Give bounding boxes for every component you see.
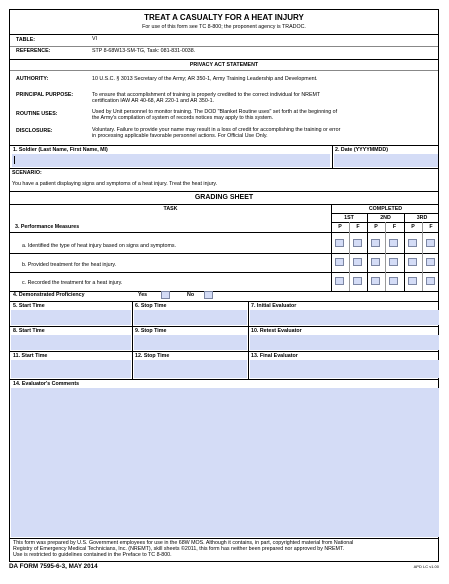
divider (10, 351, 438, 352)
start-time-2-input[interactable] (11, 335, 131, 350)
final-evaluator-input[interactable] (250, 360, 439, 378)
retest-evaluator-label: 10. Retest Evaluator (251, 328, 302, 334)
evaluator-comments-label: 14. Evaluator's Comments (13, 381, 80, 387)
divider (331, 204, 332, 291)
initial-evaluator-label: 7. Initial Evaluator (251, 303, 297, 309)
measure-a-2nd-fail-checkbox[interactable] (389, 239, 398, 247)
routine-uses-line-1: Used by Unit personnel to monitor training. The DOD "Blanket Routine uses" set forth at the beginning of (92, 109, 338, 115)
measure-b-2nd-fail-checkbox[interactable] (389, 258, 398, 266)
performance-measures-label: 3. Performance Measures (15, 224, 80, 230)
date-label: 2. Date (YYYYMMDD) (335, 147, 388, 153)
attempt-1-header: 1ST (344, 215, 354, 221)
divider (10, 301, 438, 302)
measure-a-1st-fail-checkbox[interactable] (353, 239, 362, 247)
disclosure-line-1: Voluntary. Failure to provide your name may result in a loss of credit for accomplishing the training or error (92, 127, 341, 133)
scenario-text: You have a patient displaying signs and symptoms of a heat injury. Treat the heat injury. (12, 181, 218, 187)
measure-c-2nd-pass-checkbox[interactable] (371, 277, 380, 285)
form-title: TREAT A CASUALTY FOR A HEAT INJURY (144, 13, 304, 22)
routine-uses-line-2: the Army's compilation of system of records notices may apply to this system. (92, 115, 274, 121)
form-version: APD LC v1.00 (413, 564, 439, 569)
reference-value: STP 8-68W13-SM-TG, Task: 081-831-0038. (92, 48, 196, 54)
purpose-line-1: To ensure that accomplishment of training is properly credited to the correct individual for NREMT (92, 92, 321, 98)
form-number: DA FORM 7595-6-3, MAY 2014 (9, 563, 98, 570)
divider (10, 379, 438, 380)
divider (10, 145, 438, 146)
divider (10, 168, 438, 169)
divider (10, 272, 438, 273)
reference-label: REFERENCE: (16, 48, 51, 54)
measure-c-2nd-fail-checkbox[interactable] (389, 277, 398, 285)
text-cursor (14, 156, 15, 164)
measure-a-3rd-fail-checkbox[interactable] (426, 239, 435, 247)
evaluator-comments-textarea[interactable] (11, 388, 439, 537)
pass-header: P (411, 224, 415, 230)
divider (10, 70, 438, 71)
proficiency-label: 4. Demonstrated Proficiency (13, 292, 85, 298)
disclosure-label: DISCLOSURE: (16, 128, 53, 134)
proficiency-no-checkbox[interactable] (204, 291, 213, 299)
table-value: VI (92, 36, 98, 42)
divider (332, 145, 333, 168)
completed-header: COMPLETED (368, 206, 403, 212)
divider (422, 222, 423, 291)
disclosure-line-2: in processing applicable favorable personnel actions. For Official Use Only. (92, 133, 268, 139)
divider (10, 191, 438, 192)
soldier-name-input[interactable] (12, 154, 330, 167)
date-input[interactable] (334, 154, 438, 167)
measure-c: c. Recorded the treatment for a heat injury. (22, 280, 123, 286)
authority-label: AUTHORITY: (16, 76, 49, 82)
measure-b-3rd-fail-checkbox[interactable] (426, 258, 435, 266)
divider (10, 34, 438, 35)
attempt-3-header: 3RD (416, 215, 428, 221)
divider (10, 204, 438, 205)
divider (10, 232, 438, 233)
measure-a-1st-pass-checkbox[interactable] (335, 239, 344, 247)
fail-header: F (392, 224, 397, 230)
footer-line-1: This form was prepared by U.S. Government employees for use in the 68W MOS. Although it contains, in part, copyrighted material from National (13, 540, 354, 546)
footer-line-3: Use is restricted to guidelines contained in the Preface to TC 8-800. (13, 552, 172, 558)
measure-c-3rd-pass-checkbox[interactable] (408, 277, 417, 285)
measure-a-3rd-pass-checkbox[interactable] (408, 239, 417, 247)
pass-header: P (374, 224, 378, 230)
task-header: TASK (163, 206, 178, 212)
stop-time-2-label: 9. Stop Time (135, 328, 167, 334)
form-subtitle: For use of this form see TC 8-800; the proponent agency is TRADOC. (142, 24, 306, 30)
measure-b-3rd-pass-checkbox[interactable] (408, 258, 417, 266)
footer-line-2: Registry of Emergency Medical Technicians, Inc. (NREMT), skill sheets ©2011, this form has neither been prepared nor approved by NREMT. (13, 546, 345, 552)
divider (10, 538, 438, 539)
stop-time-3-input[interactable] (134, 360, 247, 378)
stop-time-1-label: 6. Stop Time (135, 303, 167, 309)
measure-b-1st-pass-checkbox[interactable] (335, 258, 344, 266)
routine-uses-label: ROUTINE USES: (16, 111, 58, 117)
divider (404, 213, 405, 291)
form-page (9, 9, 439, 562)
divider (10, 253, 438, 254)
measure-c-3rd-fail-checkbox[interactable] (426, 277, 435, 285)
measure-a-2nd-pass-checkbox[interactable] (371, 239, 380, 247)
start-time-2-label: 8. Start Time (13, 328, 45, 334)
start-time-3-input[interactable] (11, 360, 131, 378)
measure-c-1st-fail-checkbox[interactable] (353, 277, 362, 285)
divider (10, 326, 438, 327)
divider (367, 213, 368, 291)
measure-c-1st-pass-checkbox[interactable] (335, 277, 344, 285)
stop-time-3-label: 12. Stop Time (135, 353, 170, 359)
measure-a: a. Identified the type of heat injury based on signs and symptoms. (22, 243, 176, 249)
privacy-heading: PRIVACY ACT STATEMENT (189, 62, 259, 68)
divider (385, 222, 386, 291)
proficiency-yes-checkbox[interactable] (161, 291, 170, 299)
yes-label: Yes (138, 292, 148, 298)
divider (248, 301, 249, 379)
pass-header: P (338, 224, 342, 230)
fail-header: F (429, 224, 433, 230)
soldier-label: 1. Soldier (Last Name, First Name, MI) (13, 147, 108, 153)
divider (10, 46, 438, 47)
stop-time-2-input[interactable] (134, 335, 247, 350)
grading-sheet-title: GRADING SHEET (194, 194, 254, 201)
initial-evaluator-input[interactable] (250, 310, 439, 325)
divider (132, 301, 133, 379)
divider (331, 213, 438, 214)
final-evaluator-label: 13. Final Evaluator (251, 353, 298, 359)
no-label: No (187, 292, 195, 298)
measure-b: b. Provided treatment for the heat injury. (22, 262, 117, 268)
table-label: TABLE: (16, 37, 36, 43)
stop-time-1-input[interactable] (134, 310, 247, 325)
start-time-1-label: 5. Start Time (13, 303, 45, 309)
measure-b-2nd-pass-checkbox[interactable] (371, 258, 380, 266)
authority-text: 10 U.S.C. § 3013 Secretary of the Army; AR 350-1, Army Training Leadership and Development. (92, 76, 318, 82)
purpose-label: PRINCIPAL PURPOSE: (16, 92, 74, 98)
retest-evaluator-input[interactable] (250, 335, 439, 350)
attempt-2-header: 2ND (380, 215, 391, 221)
start-time-1-input[interactable] (11, 310, 131, 325)
start-time-3-label: 11. Start Time (13, 353, 48, 359)
measure-b-1st-fail-checkbox[interactable] (353, 258, 362, 266)
divider (349, 222, 350, 291)
divider (10, 59, 438, 60)
scenario-label: SCENARIO: (12, 170, 42, 176)
fail-header: F (356, 224, 360, 230)
purpose-line-2: certification IAW AR 40-68, AR 220-1 and AR 350-1. (92, 98, 214, 104)
